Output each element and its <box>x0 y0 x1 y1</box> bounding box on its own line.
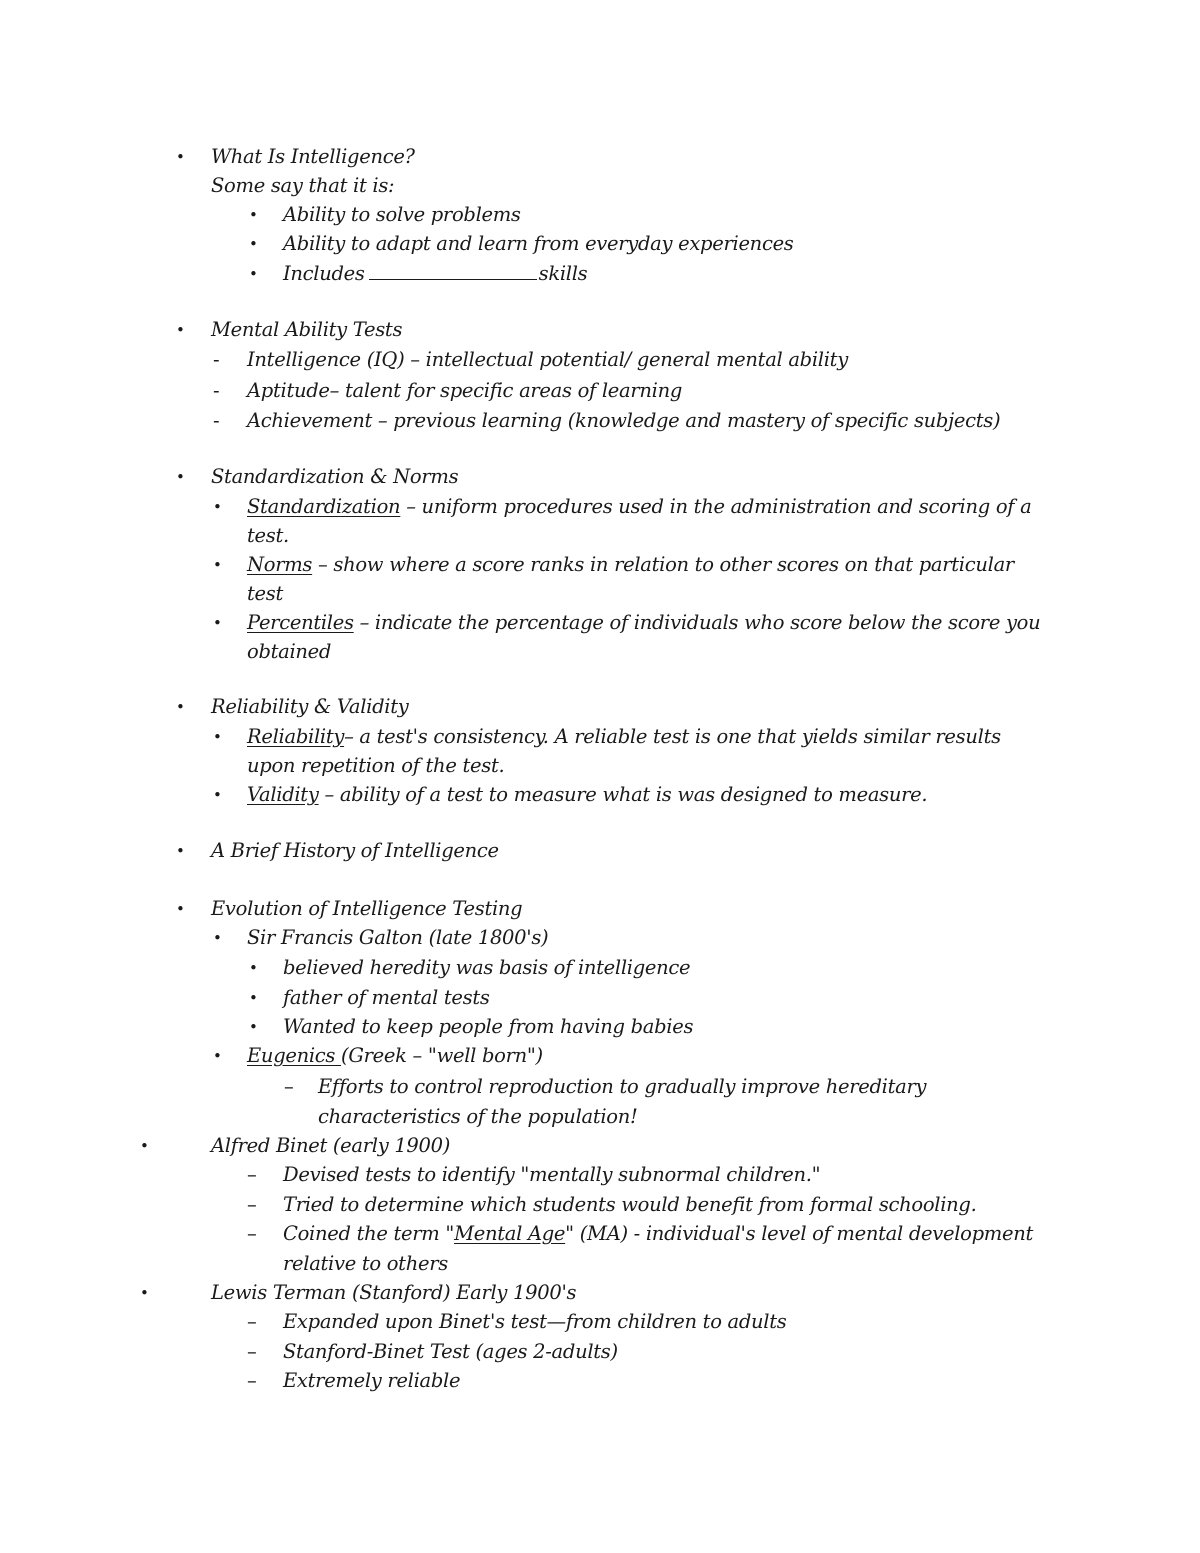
dash-icon: – <box>247 1163 257 1186</box>
definition: – a test's consistency. A reliable test is one that yields similar results <box>344 725 1001 748</box>
list-item <box>247 495 1031 519</box>
list-item: Sir Francis Galton (late 1800's) <box>247 926 549 949</box>
list-item <box>247 725 1001 749</box>
bullet-icon: • <box>213 929 222 947</box>
list-item <box>283 262 587 286</box>
term-eugenics: Eugenics <box>247 1044 342 1067</box>
list-item: Expanded upon Binet's test—from children to adults <box>283 1310 787 1333</box>
list-item <box>247 553 1014 577</box>
definition-continued: test. <box>247 524 289 547</box>
list-item: Extremely reliable <box>283 1369 461 1392</box>
bullet-icon: • <box>176 468 185 486</box>
fill-in-blank <box>369 262 537 280</box>
list-item: Efforts to control reproduction to gradually improve hereditary <box>318 1075 927 1098</box>
list-item: Stanford-Binet Test (ages 2-adults) <box>283 1340 618 1363</box>
bullet-icon: • <box>213 786 222 804</box>
bullet-icon: • <box>249 206 258 224</box>
bullet-icon: • <box>176 900 185 918</box>
section-heading: What Is Intelligence? <box>211 145 415 168</box>
dash-icon: – <box>247 1193 257 1216</box>
section-heading: Standardization & Norms <box>211 465 459 488</box>
bullet-icon: • <box>213 1047 222 1065</box>
definition-continued: upon repetition of the test. <box>247 754 505 777</box>
list-item: Intelligence (IQ) – intellectual potential/ general mental ability <box>247 348 848 371</box>
bullet-icon: • <box>249 265 258 283</box>
list-item: believed heredity was basis of intelligence <box>283 956 691 979</box>
section-intro: Some say that it is: <box>211 174 395 197</box>
dash-icon: – <box>247 1310 257 1333</box>
term-reliability: Reliability <box>247 725 345 748</box>
definition: – show where a score ranks in relation to other scores on that particular <box>312 553 1014 576</box>
definition-continued: characteristics of the population! <box>318 1105 638 1128</box>
list-item: Ability to solve problems <box>283 203 521 226</box>
bullet-icon: • <box>213 728 222 746</box>
definition-continued: test <box>247 582 284 605</box>
bullet-icon: • <box>176 698 185 716</box>
section-heading: Reliability & Validity <box>211 695 409 718</box>
list-item: Aptitude– talent for specific areas of learning <box>247 379 683 402</box>
dash-icon: - <box>213 409 220 432</box>
list-item: father of mental tests <box>283 986 490 1009</box>
list-item <box>247 783 927 807</box>
bullet-icon: • <box>176 842 185 860</box>
bullet-icon: • <box>249 1018 258 1036</box>
dash-icon: – <box>247 1369 257 1392</box>
definition: – indicate the percentage of individuals who score below the score you <box>353 611 1041 634</box>
bullet-icon: • <box>140 1137 149 1155</box>
definition-continued: obtained <box>247 640 332 663</box>
bullet-icon: • <box>213 498 222 516</box>
section-heading: Lewis Terman (Stanford) Early 1900's <box>211 1281 577 1304</box>
bullet-icon: • <box>249 989 258 1007</box>
bullet-icon: • <box>140 1284 149 1302</box>
dash-icon: – <box>247 1340 257 1363</box>
dash-icon: – <box>284 1075 294 1098</box>
list-item <box>283 1222 1033 1246</box>
dash-icon: - <box>213 348 220 371</box>
section-heading: Mental Ability Tests <box>211 318 403 341</box>
term-percentiles: Percentiles <box>247 611 354 634</box>
coined-suffix: " (MA) - individual's level of mental development <box>565 1222 1033 1245</box>
section-heading: Evolution of Intelligence Testing <box>211 897 523 920</box>
section-heading: Alfred Binet (early 1900) <box>211 1134 451 1157</box>
bullet-icon: • <box>176 148 185 166</box>
coined-prefix: Coined the term " <box>283 1222 455 1245</box>
bullet-icon: • <box>176 321 185 339</box>
list-item: Wanted to keep people from having babies <box>283 1015 694 1038</box>
list-item <box>247 1044 543 1068</box>
bullet-icon: • <box>249 235 258 253</box>
definition: – uniform procedures used in the administration and scoring of a <box>400 495 1032 518</box>
definition-continued: relative to others <box>283 1252 448 1275</box>
list-item: Devised tests to identify "mentally subnormal children." <box>283 1163 821 1186</box>
bullet-icon: • <box>213 614 222 632</box>
definition: (Greek – "well born") <box>341 1044 543 1067</box>
list-item: Ability to adapt and learn from everyday experiences <box>283 232 794 255</box>
section-heading: A Brief History of Intelligence <box>211 839 499 862</box>
includes-label: Includes <box>283 262 365 285</box>
definition: – ability of a test to measure what is was designed to measure. <box>318 783 928 806</box>
list-item <box>247 611 1040 635</box>
term-validity: Validity <box>247 783 319 806</box>
dash-icon: – <box>247 1222 257 1245</box>
list-item: Tried to determine which students would benefit from formal schooling. <box>283 1193 977 1216</box>
term-standardization: Standardization <box>247 495 401 518</box>
bullet-icon: • <box>249 959 258 977</box>
list-item: Achievement – previous learning (knowledge and mastery of specific subjects) <box>247 409 1001 432</box>
dash-icon: - <box>213 379 220 402</box>
skills-label: skills <box>538 262 588 285</box>
term-mental-age: Mental Age <box>454 1222 566 1245</box>
term-norms: Norms <box>247 553 313 576</box>
bullet-icon: • <box>213 556 222 574</box>
